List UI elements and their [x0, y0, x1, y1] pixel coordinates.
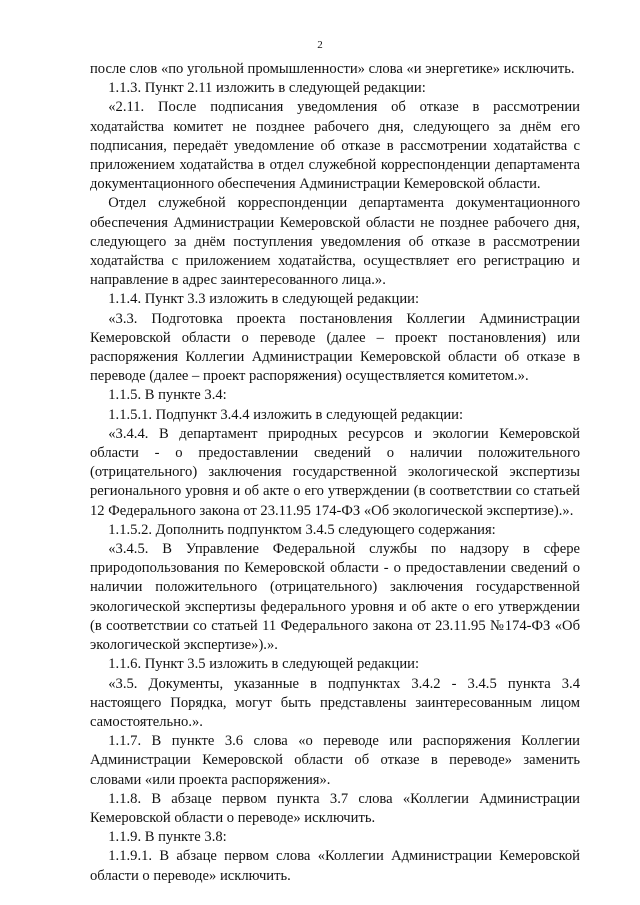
- paragraph-1-1-9: 1.1.9. В пункте 3.8:: [108, 829, 227, 846]
- paragraph-3-4-4: «3.4.4. В департамент природных ресурсов и экологии Кемеровской области - о предоставлении сведений о наличии положительного (отрицательного) заключения государственной экологической экспертизы регионального уровня и об акте о его утверждении (в соответствии со статьей 12 Федерального закона от 23.11.95 174-ФЗ «Об экологической экспертизе).».: [90, 425, 580, 519]
- paragraph-3-3: «3.3. Подготовка проекта постановления Коллегии Администрации Кемеровской области о переводе (далее – проект постановления) или распоряжения Коллегии Администрации Кемеровской области об отказе в переводе (далее – проект распоряжения) осуществляется комитетом.».: [90, 310, 580, 385]
- paragraph-1-1-5: 1.1.5. В пункте 3.4:: [108, 387, 227, 404]
- paragraph-1-1-5-1: 1.1.5.1. Подпункт 3.4.4 изложить в следующей редакции:: [108, 406, 464, 423]
- paragraph-otdel: Отдел служебной корреспонденции департамента документационного обеспечения Администрации Кемеровской области не позднее рабочего дня, следующего за днём поступления уведомления об отказе в рассмотрении ходатайства с приложением ходатайства, осуществляет его регистрацию и направление в адрес заинтересованного лица.».: [90, 195, 580, 289]
- paragraph-1-1-8: 1.1.8. В абзаце первом пункта 3.7 слова «Коллегии Администрации Кемеровской области о переводе» исключить.: [90, 790, 580, 826]
- paragraph-1-1-4: 1.1.4. Пункт 3.3 изложить в следующей редакции:: [108, 291, 420, 308]
- paragraph-continuation: после слов «по угольной промышленности» слова «и энергетике» исключить.: [90, 61, 575, 77]
- paragraph-1-1-7: 1.1.7. В пункте 3.6 слова «о переводе или распоряжения Коллегии Администрации Кемеровской области об отказе в переводе» заменить словами «или проекта распоряжения».: [90, 733, 580, 788]
- paragraph-1-1-5-2: 1.1.5.2. Дополнить подпунктом 3.4.5 следующего содержания:: [108, 521, 496, 538]
- paragraph-1-1-6: 1.1.6. Пункт 3.5 изложить в следующей редакции:: [108, 656, 420, 673]
- paragraph-2-11: «2.11. После подписания уведомления об отказе в рассмотрении ходатайства комитет не позднее рабочего дня, следующего за днём его подписания, передаёт уведомление об отказе в рассмотрении ходатайства с приложением ходатайства в отдел служебной корреспонденции департамента документационного обеспечения Администрации Кемеровской области.: [90, 99, 580, 193]
- paragraph-3-4-5: «3.4.5. В Управление Федеральной службы по надзору в сфере природопользования по Кемеровской области - о предоставлении сведений о наличии положительного (отрицательного) заключения государственной экологической экспертизы федерального уровня и об акте о его утверждении (в соответствии со статьей 11 Федерального закона от 23.11.95 №174-ФЗ «Об экологической экспертизе»).».: [90, 541, 580, 654]
- paragraph-1-1-3: 1.1.3. Пункт 2.11 изложить в следующей редакции:: [108, 80, 426, 97]
- document-body: [90, 60, 580, 886]
- paragraph-1-1-9-1: 1.1.9.1. В абзаце первом слова «Коллегии Администрации Кемеровской области о переводе» исключить.: [90, 848, 580, 884]
- paragraph-3-5: «3.5. Документы, указанные в подпунктах 3.4.2 - 3.4.5 пункта 3.4 настоящего Порядка, могут быть представлены заинтересованным лицом самостоятельно.».: [90, 675, 580, 730]
- page-number: 2: [317, 39, 323, 51]
